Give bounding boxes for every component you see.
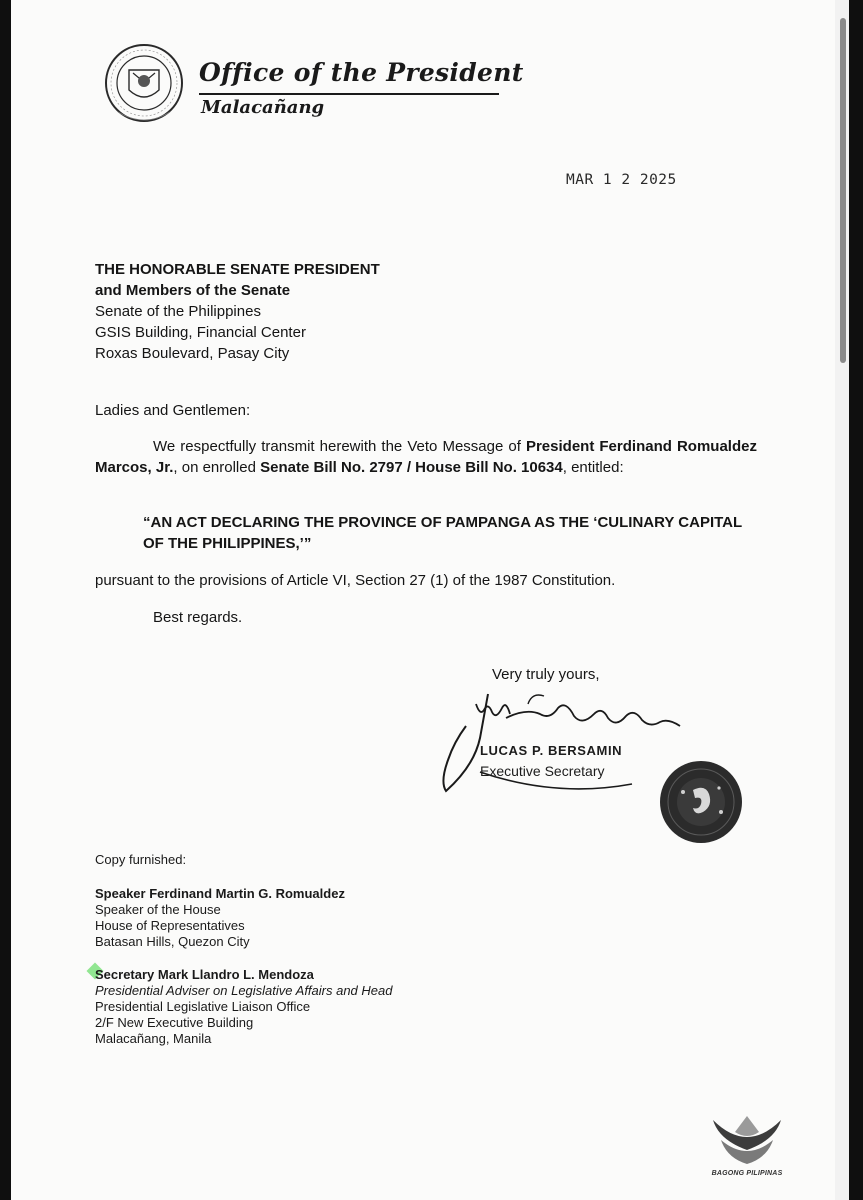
recipient-line: Presidential Legislative Liaison Office bbox=[95, 999, 311, 1014]
bagong-pilipinas-logo-icon bbox=[709, 1110, 785, 1168]
body-paragraph bbox=[95, 436, 757, 478]
dry-seal-stamp-icon bbox=[659, 760, 743, 844]
copy-recipient-2 bbox=[95, 967, 392, 1047]
signer-title: Executive Secretary bbox=[480, 763, 605, 779]
handwritten-signature-icon bbox=[436, 686, 686, 796]
recipient-name: Speaker Ferdinand Martin G. Romualdez bbox=[95, 886, 345, 901]
scrollbar-track[interactable] bbox=[835, 0, 849, 1200]
letter-page bbox=[11, 0, 849, 1200]
recipient-line: House of Representatives bbox=[95, 918, 245, 933]
recipient-role: Presidential Adviser on Legislative Affairs and Head bbox=[95, 983, 393, 998]
recipient-name: Secretary Mark Llandro L. Mendoza bbox=[95, 967, 314, 982]
scrollbar-thumb[interactable] bbox=[840, 18, 846, 363]
addressee-line-3: Senate of the Philippines bbox=[95, 303, 261, 320]
office-title: Office of the President bbox=[199, 58, 524, 87]
recipient-line: Malacañang, Manila bbox=[95, 1031, 212, 1046]
closing-line: Very truly yours, bbox=[492, 666, 600, 683]
addressee-block bbox=[95, 259, 380, 364]
best-regards: Best regards. bbox=[153, 609, 243, 626]
office-subtitle: Malacañang bbox=[201, 97, 325, 118]
president-name: President Ferdinand Romualdez Marcos, Jr. bbox=[95, 438, 757, 476]
pursuant-line: pursuant to the provisions of Article VI, Section 27 (1) of the 1987 Constitution. bbox=[95, 572, 616, 589]
bagong-pilipinas-label: BAGONG PILIPINAS bbox=[711, 1170, 783, 1177]
act-title: “AN ACT DECLARING THE PROVINCE OF PAMPANGA AS THE ‘CULINARY CAPITAL OF THE PHILIPPINES,’” bbox=[143, 514, 742, 552]
header-divider bbox=[199, 93, 499, 95]
body-text-3: , entitled: bbox=[562, 459, 624, 476]
addressee-line-5: Roxas Boulevard, Pasay City bbox=[95, 345, 290, 362]
body-text-1: We respectfully transmit herewith the Veto Message of bbox=[153, 438, 526, 455]
recipient-line: 2/F New Executive Building bbox=[95, 1015, 254, 1030]
bill-number: Senate Bill No. 2797 / House Bill No. 10634 bbox=[260, 459, 563, 476]
recipient-line: Batasan Hills, Quezon City bbox=[95, 934, 250, 949]
copy-recipient-1 bbox=[95, 886, 345, 950]
date-stamp: MAR 1 2 2025 bbox=[566, 172, 677, 188]
presidential-seal-icon bbox=[103, 40, 185, 130]
body-text-2: , on enrolled bbox=[173, 459, 261, 476]
addressee-line-2: and Members of the Senate bbox=[95, 282, 291, 299]
salutation: Ladies and Gentlemen: bbox=[95, 402, 251, 419]
recipient-line: Speaker of the House bbox=[95, 902, 221, 917]
signer-name: LUCAS P. BERSAMIN bbox=[480, 743, 623, 758]
copy-furnished-heading: Copy furnished: bbox=[95, 852, 187, 867]
addressee-line-1: THE HONORABLE SENATE PRESIDENT bbox=[95, 261, 380, 278]
addressee-line-4: GSIS Building, Financial Center bbox=[95, 324, 306, 341]
